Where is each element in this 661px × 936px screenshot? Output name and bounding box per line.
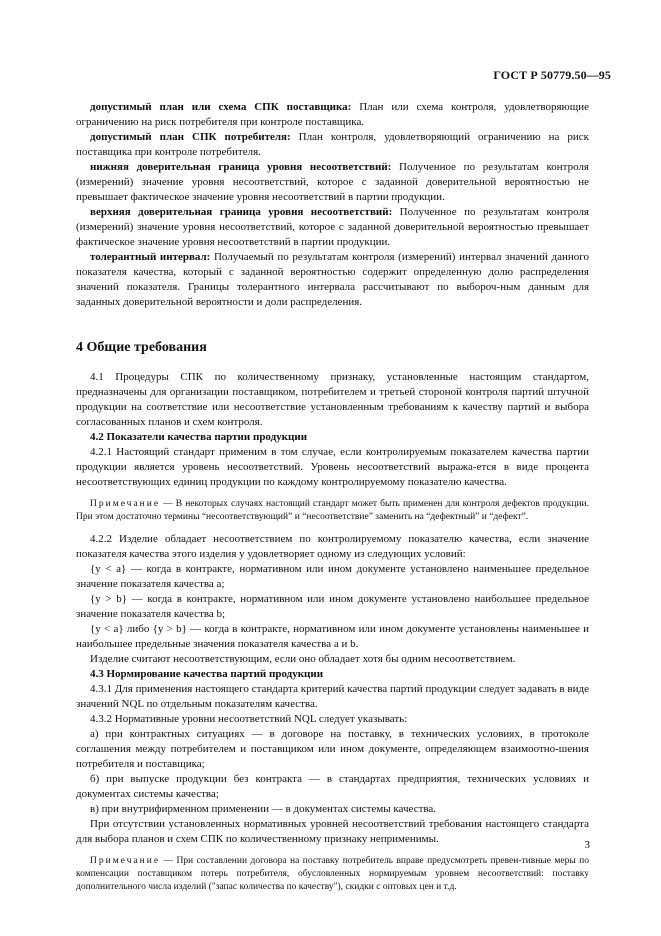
standard-code-header: ГОСТ Р 50779.50—95 bbox=[493, 68, 611, 82]
paragraph-4-3-1: 4.3.1 Для применения настоящего стандарта критерий качества партий продукции следует задавать в виде значений NQL по отдельным показателям качества. bbox=[76, 683, 589, 710]
definition-1 bbox=[76, 100, 589, 130]
note-1 bbox=[76, 498, 589, 524]
definition-term: допустимый план или схема СПК поставщика: bbox=[90, 101, 352, 113]
definition-text: Полученное по результатам контроля (измерений) значение уровня несоответствий, которое с заданной доверительной вероятностью не превышает фактическое значение уровня несоответствий в партии продукции. bbox=[76, 161, 589, 203]
note-label: Примечание bbox=[90, 856, 161, 866]
definition-text: План или схема контроля, удовлетворяющие ограничению на риск потребителя при контроле поставщика. bbox=[76, 101, 589, 128]
condition-2: {y > b} — когда в контракте, нормативном или ином документе установлено наибольшее предельное значение показателя качества b; bbox=[76, 593, 589, 620]
note-label: Примечание bbox=[90, 499, 161, 509]
page-content bbox=[76, 100, 589, 902]
page-number: 3 bbox=[584, 839, 590, 851]
list-item-c: в) при внутрифирменном применении — в документах системы качества. bbox=[90, 803, 437, 815]
definition-term: допустимый план СПК потребителя: bbox=[90, 131, 291, 143]
list-item-b: б) при выпуске продукции без контракта — в стандартах предприятия, технических условиях и документах системы качества; bbox=[76, 773, 589, 800]
definition-term: толерантный интервал: bbox=[90, 251, 211, 263]
condition-3: {y < a} либо {y > b} — когда в контракте, нормативном или ином документе установлены наименьшее и наибольшее предельные значения показателя качества a и b. bbox=[76, 623, 589, 650]
section-title: 4 Общие требования bbox=[76, 340, 207, 355]
paragraph-absent-norms: При отсутствии установленных нормативных уровней несоответствий требования настоящего стандарта для выбора планов и схем СПК по количественному признаку неприменимы. bbox=[76, 818, 589, 845]
paragraph-4-2-2: 4.2.2 Изделие обладает несоответствием по контролируемому показателю качества, если значение показателя качества этого изделия y удовлетворяет одному из следующих условий: bbox=[76, 533, 589, 560]
paragraph-4-1: 4.1 Процедуры СПК по количественному признаку, установленные настоящим стандартом, предназначены для организации поставщиком, потребителем и третьей стороной контроля партий штучной продукции на соответствие или несоответствие установленным требованиям к качеству партий и выбора согласованных планов и схем контроля. bbox=[76, 371, 589, 428]
note-2 bbox=[76, 855, 589, 894]
paragraph-4-3-2: 4.3.2 Нормативные уровни несоответствий NQL следует указывать: bbox=[90, 713, 408, 725]
heading-4-2: 4.2 Показатели качества партии продукции bbox=[90, 431, 308, 443]
condition-1: {y < a} — когда в контракте, нормативном или ином документе установлено наименьшее предельное значение показателя качества a; bbox=[76, 563, 589, 590]
note-text: — В некоторых случаях настоящий стандарт может быть применен для контроля дефектов продукции. При этом достаточно термины “несоответствующий” и “несоответствие” заменить на “дефектный” и “дефект”. bbox=[76, 499, 589, 522]
list-item-a: а) при контрактных ситуациях — в договоре на поставку, в технических условиях, в протоколе соглашения между потребителем и поставщиком или ином документе, определяющем взаимоотно-шения потребителя и поставщика; bbox=[76, 728, 589, 770]
definition-5 bbox=[76, 250, 589, 310]
definition-text: План контроля, удовлетворяющий ограничению на риск поставщика при контроле потребителя. bbox=[76, 131, 589, 158]
definition-term: нижняя доверительная граница уровня несоответствий: bbox=[90, 161, 392, 173]
definition-2 bbox=[76, 130, 589, 160]
definition-4 bbox=[76, 205, 589, 250]
nonconforming-definition: Изделие считают несоответствующим, если оно обладает хотя бы одним несоответствием. bbox=[90, 653, 516, 665]
definition-text: Полученное по результатам контроля (измерений) значение уровня несоответствий, которое с заданной доверительной вероятностью превышает фактическое значение уровня несоответствий в партии продукции. bbox=[76, 206, 589, 248]
note-text: — При составлении договора на поставку потребитель вправе предусмотреть превен-тивные меры по компенсации поставщиком потерь потребителя, обусловленных нормируемым уровнем несоответствий: поставку дополнительного числа изделий ("запас количества по качеству"), скидки с оптовых цен и т.д. bbox=[76, 856, 589, 892]
heading-4-3: 4.3 Нормирование качества партий продукции bbox=[90, 668, 324, 680]
definition-text: Получаемый по результатам контроля (измерений) интервал значений данного показателя качества, который с заданной вероятностью содержит определенную долю распределения значений показателя. Границы толерантного интервала рассчитывают по выбороч-ным данным для заданных доверительной вероятности и доли распределения. bbox=[76, 251, 589, 308]
definition-term: верхняя доверительная граница уровня несоответствий: bbox=[90, 206, 393, 218]
paragraph-4-2-1: 4.2.1 Настоящий стандарт применим в том случае, если контролируемым показателем качества партии продукции является уровень несоответствий. Уровень несоответствий выража-ется в виде процента несоответствующих единиц продукции по каждому контролируемому показателю качества. bbox=[76, 446, 589, 488]
definition-3 bbox=[76, 160, 589, 205]
